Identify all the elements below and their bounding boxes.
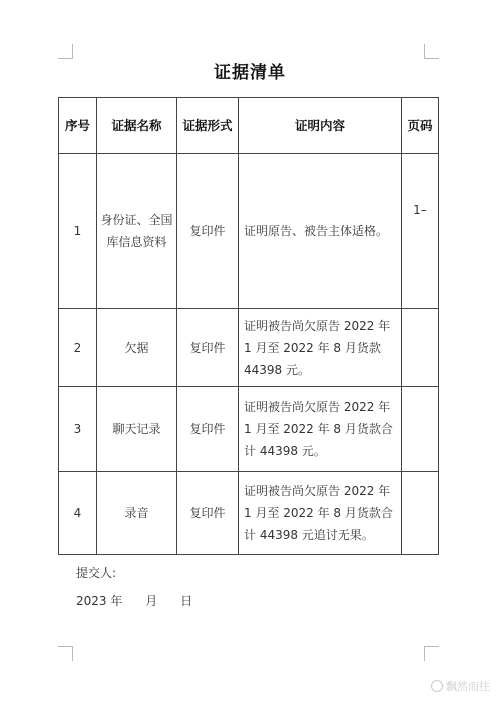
cell-number: 1 [59,154,97,309]
document-title: 证据清单 [214,63,286,83]
cell-evidence-form: 复印件 [177,387,239,472]
cell-page [402,309,439,387]
header-evidence-name: 证据名称 [97,98,177,154]
cell-evidence-name: 欠据 [97,309,177,387]
header-proof-content: 证明内容 [239,98,402,154]
table-row [59,309,439,387]
crop-mark-bottom-left [58,646,73,661]
cell-evidence-form: 复印件 [177,309,239,387]
cell-proof-content: 证明被告尚欠原告 2022 年 1 月至 2022 年 8 月货款 44398 元。 [239,309,402,387]
header-number: 序号 [59,98,97,154]
watermark-text: 飘然而往 [446,680,490,693]
cell-evidence-name: 身份证、全国库信息资料 [97,154,177,309]
header-evidence-form: 证据形式 [177,98,239,154]
table-row [59,387,439,472]
cell-number: 3 [59,387,97,472]
header-page: 页码 [402,98,439,154]
table-row [59,472,439,555]
cell-proof-content: 证明被告尚欠原告 2022 年 1 月至 2022 年 8 月货款合计 44398 元追讨无果。 [239,472,402,555]
cell-proof-content: 证明原告、被告主体适格。 [239,154,402,309]
crop-mark-bottom-right [424,646,439,661]
crop-mark-top-right [424,44,439,59]
table-row [59,154,439,309]
cell-number: 4 [59,472,97,555]
camera-logo-icon [431,680,443,692]
date-line: 2023 年 月 日 [76,594,193,608]
watermark [431,678,490,694]
evidence-table [58,97,439,555]
crop-mark-top-left [58,44,73,59]
cell-page [402,472,439,555]
cell-evidence-form: 复印件 [177,154,239,309]
cell-page: 1– [402,154,439,309]
cell-evidence-form: 复印件 [177,472,239,555]
signer-label: 提交人: [76,566,117,580]
table-header-row [59,98,439,154]
cell-evidence-name: 聊天记录 [97,387,177,472]
cell-number: 2 [59,309,97,387]
cell-page [402,387,439,472]
cell-proof-content: 证明被告尚欠原告 2022 年 1 月至 2022 年 8 月货款合计 44398 元。 [239,387,402,472]
cell-evidence-name: 录音 [97,472,177,555]
